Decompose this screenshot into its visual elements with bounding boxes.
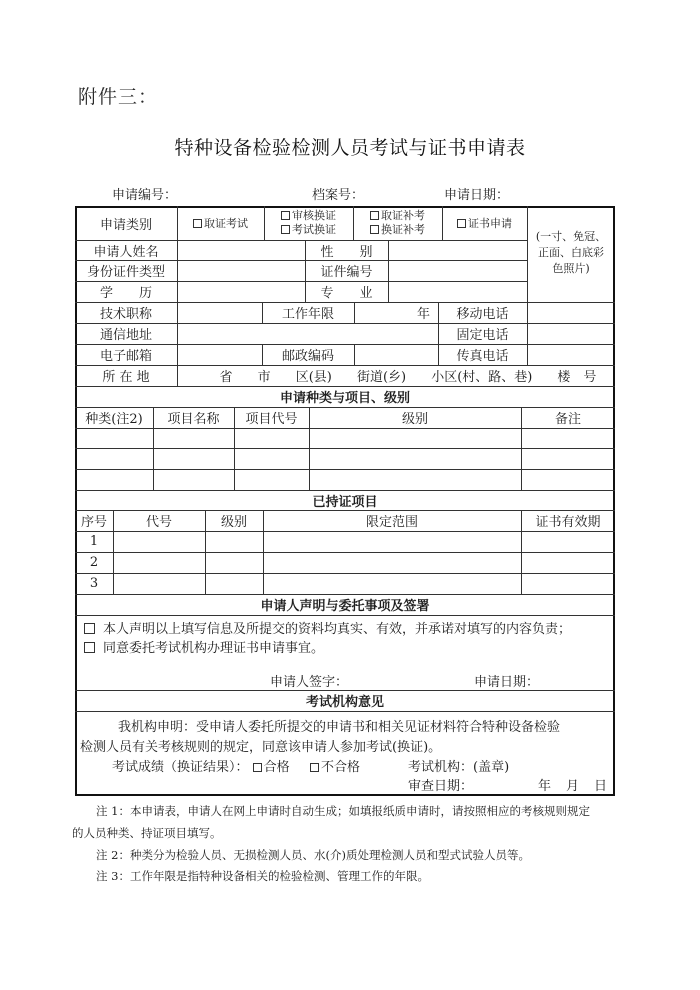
note-3: 注 3：工作年限是指特种设备相关的检验检测、管理工作的年限。 [96,869,429,883]
pass-option[interactable]: 合格 [253,760,290,775]
exam-result-row [112,756,360,775]
education-input[interactable] [177,281,305,302]
col-validity: 证书有效期 [535,515,601,530]
landline-input[interactable] [527,323,615,344]
postcode-input[interactable] [354,344,438,365]
result-label: 考试成绩（换证结果）： [112,760,249,775]
review-date-label: 审查日期： [408,779,474,794]
review-date-day: 日 [594,779,608,794]
email-label: 电子邮箱 [99,349,152,364]
major-label: 专 业 [320,286,373,301]
application-date-label: 申请日期： [444,188,510,203]
declaration-statement-1[interactable]: 本人声明以上填写信息及所提交的资料均真实、有效，并承诺对填写的内容负责； [84,618,571,637]
checkbox-icon[interactable] [281,225,290,234]
col-scope: 限定范围 [365,515,418,530]
location-district: 区(县) [295,370,332,385]
option-group-makeup [353,206,442,240]
archive-no-label: 档案号： [312,188,365,203]
checkbox-icon[interactable] [253,763,262,772]
institution-title: 考试机构意见 [305,695,384,710]
apply-item-row[interactable] [75,448,615,469]
form-title: 特种设备检验检测人员考试与证书申请表 [174,137,526,159]
work-years-label: 工作年限 [281,307,334,322]
location-label: 所 在 地 [102,370,150,385]
held-cert-row[interactable] [113,552,615,573]
checkbox-icon[interactable] [370,225,379,234]
note-1-line-2: 的人员种类、持证项目填写。 [72,826,222,840]
held-cert-row-seq: 3 [89,576,99,591]
col-remarks: 备注 [554,412,581,427]
postcode-label: 邮政编码 [281,349,334,364]
fail-option[interactable]: 不合格 [310,760,360,775]
review-date-month: 月 [566,779,580,794]
option-review-renewal[interactable]: 审核换证 [281,209,336,223]
apply-item-row[interactable] [75,428,615,448]
note-2: 注 2：种类分为检验人员、无损检测人员、水(介)质处理检测人员和型式试验人员等。 [96,848,530,862]
address-label: 通信地址 [99,328,152,343]
fax-label: 传真电话 [456,349,509,364]
col-cert-level: 级别 [220,515,247,530]
application-no-label: 申请编号： [112,188,178,203]
mobile-input[interactable] [527,302,615,323]
fax-input[interactable] [527,344,615,365]
held-cert-row[interactable] [113,531,615,552]
col-item-code: 项目代号 [245,412,298,427]
photo-placeholder[interactable]: (一寸、免冠、正面、白底彩色照片) [535,230,607,275]
id-no-input[interactable] [388,260,527,281]
option-exam-renewal[interactable]: 考试换证 [281,223,336,237]
signature-label[interactable]: 申请人签字： [270,675,349,690]
checkbox-icon[interactable] [281,211,290,220]
location-city: 市 [257,370,271,385]
application-type-label: 申请类别 [99,217,152,233]
id-no-label: 证件编号 [320,265,373,280]
held-cert-row-seq: 1 [89,534,99,549]
institution-text-line-1: 我机构申明：受申请人委托所提交的申请书和相关见证材料符合特种设备检验 [118,720,561,735]
col-seq: 序号 [80,515,107,530]
email-input[interactable] [177,344,262,365]
location-street: 街道(乡) [356,370,407,385]
title-label: 技术职称 [99,307,152,322]
location-community: 小区(村、路、巷) [431,370,533,385]
option-renewal-makeup[interactable]: 换证补考 [370,223,425,237]
held-certs-title: 已持证项目 [312,494,378,510]
major-input[interactable] [388,281,527,302]
note-1-line-1: 注 1：本申请表，申请人在网上申请时自动生成；如填报纸质申请时，请按照相应的考核规则规定 [96,804,590,818]
option-group-renewal [264,206,353,240]
checkbox-icon[interactable] [84,623,95,634]
option-exam-for-cert[interactable]: 取证考试 [177,206,264,240]
institution-seal-label: 考试机构：(盖章) [408,760,510,775]
gender-input[interactable] [388,240,527,260]
apply-item-row[interactable] [75,469,615,490]
institution-text-line-2: 检测人员有关考核规则的规定，同意该申请人参加考试(换证)。 [80,740,442,755]
title-input[interactable] [177,302,262,323]
id-type-label: 身份证件类型 [86,265,165,280]
education-label: 学 历 [99,286,152,301]
location-input[interactable] [177,365,615,386]
work-years-input[interactable] [354,302,438,323]
landline-label: 固定电话 [456,328,509,343]
checkbox-icon[interactable] [457,219,466,228]
location-building: 楼 号 [557,370,597,385]
declaration-title: 申请人声明与委托事项及签署 [260,599,430,614]
col-category: 种类(注2) [85,412,143,427]
name-label: 申请人姓名 [93,244,159,260]
option-cert-makeup[interactable]: 取证补考 [370,209,425,223]
option-cert-application[interactable]: 证书申请 [442,206,527,240]
mobile-label: 移动电话 [456,307,509,322]
checkbox-icon[interactable] [193,219,202,228]
held-cert-row-seq: 2 [89,555,99,570]
location-province: 省 [219,370,233,385]
checkbox-icon[interactable] [310,763,319,772]
declaration-date-label[interactable]: 申请日期： [474,675,540,690]
col-level: 级别 [401,412,428,427]
checkbox-icon[interactable] [84,642,95,653]
checkbox-icon[interactable] [370,211,379,220]
col-item-name: 项目名称 [167,412,220,427]
declaration-statement-2[interactable]: 同意委托考试机构办理证书申请事宜。 [84,637,324,656]
col-code: 代号 [145,515,172,530]
apply-items-title: 申请种类与项目、级别 [279,391,410,406]
address-input[interactable] [177,323,438,344]
year-unit: 年 [416,307,430,322]
review-date-year: 年 [538,779,552,794]
gender-label: 性 别 [320,244,373,260]
attachment-label: 附件三： [78,86,159,108]
name-input[interactable] [177,240,305,260]
held-cert-row[interactable] [113,573,615,594]
id-type-input[interactable] [177,260,305,281]
